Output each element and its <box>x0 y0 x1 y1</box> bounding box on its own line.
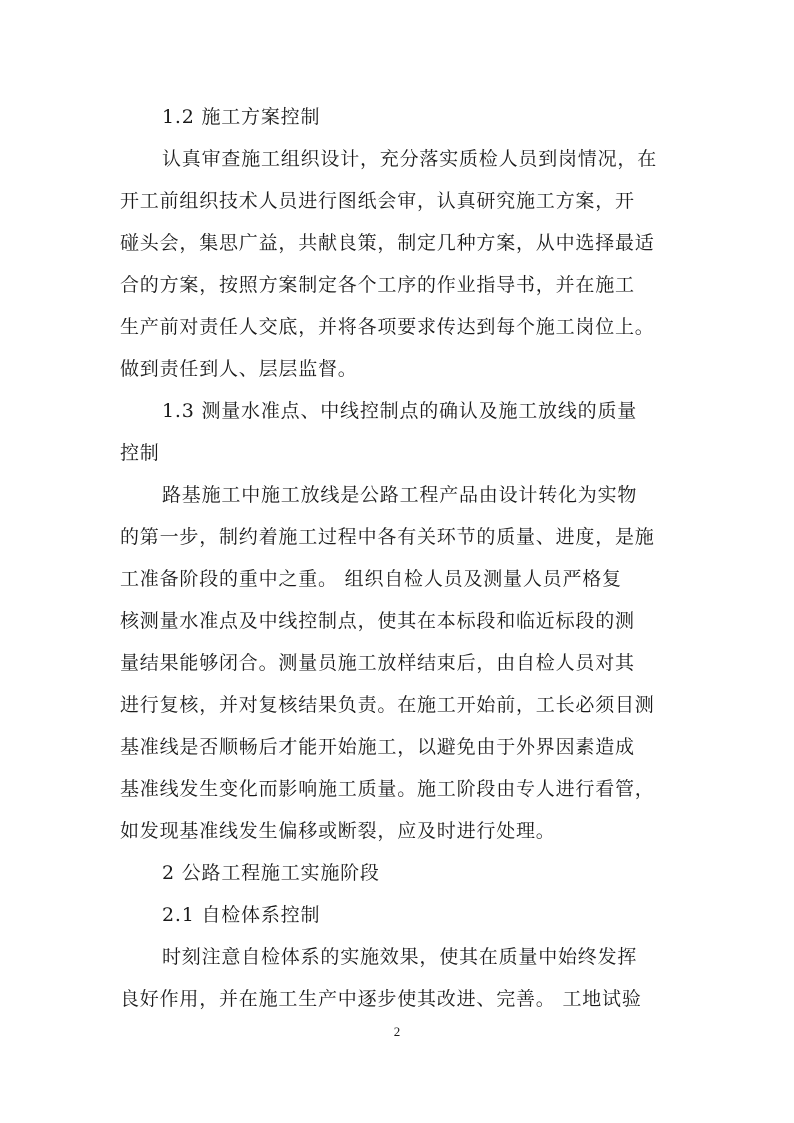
paragraph-line: 基准线发生变化而影响施工质量。施工阶段由专人进行看管， <box>120 778 655 800</box>
paragraph-line: 工准备阶段的重中之重。 组织自检人员及测量人员严格复 <box>120 568 622 590</box>
paragraph-line: 良好作用，并在施工生产中逐步使其改进、完善。 工地试验 <box>120 988 642 1010</box>
paragraph-line: 时刻注意自检体系的实施效果，使其在质量中始终发挥 <box>162 946 638 968</box>
paragraph-line: 开工前组织技术人员进行图纸会审，认真研究施工方案，开 <box>120 190 635 212</box>
section-heading-2: 2 公路工程施工实施阶段 <box>162 862 380 884</box>
paragraph-line: 基准线是否顺畅后才能开始施工，以避免由于外界因素造成 <box>120 736 635 758</box>
paragraph-line: 做到责任到人、层层监督。 <box>120 358 358 380</box>
paragraph-line: 进行复核，并对复核结果负责。在施工开始前，工长必须目测 <box>120 694 655 716</box>
section-heading-2-1: 2.1 自检体系控制 <box>162 904 321 926</box>
paragraph-line: 生产前对责任人交底，并将各项要求传达到每个施工岗位上。 <box>120 316 655 338</box>
paragraph-line: 量结果能够闭合。测量员施工放样结束后，由自检人员对其 <box>120 652 635 674</box>
paragraph-line: 核测量水准点及中线控制点，使其在本标段和临近标段的测 <box>120 610 635 632</box>
page-number: 2 <box>393 1024 401 1039</box>
section-heading-1-3: 1.3 测量水准点、中线控制点的确认及施工放线的质量 <box>162 400 638 422</box>
paragraph-line: 如发现基准线发生偏移或断裂，应及时进行处理。 <box>120 820 556 842</box>
paragraph-line: 路基施工中施工放线是公路工程产品由设计转化为实物 <box>162 484 638 506</box>
paragraph-line: 碰头会，集思广益，共献良策，制定几种方案，从中选择最适 <box>120 232 655 254</box>
paragraph-line: 合的方案，按照方案制定各个工序的作业指导书，并在施工 <box>120 274 635 296</box>
paragraph-line: 的第一步，制约着施工过程中各有关环节的质量、进度，是施 <box>120 526 655 548</box>
section-heading-1-2: 1.2 施工方案控制 <box>162 106 321 128</box>
paragraph-line: 认真审查施工组织设计，充分落实质检人员到岗情况，在 <box>162 148 658 170</box>
section-heading-1-3-continued: 控制 <box>120 442 160 464</box>
